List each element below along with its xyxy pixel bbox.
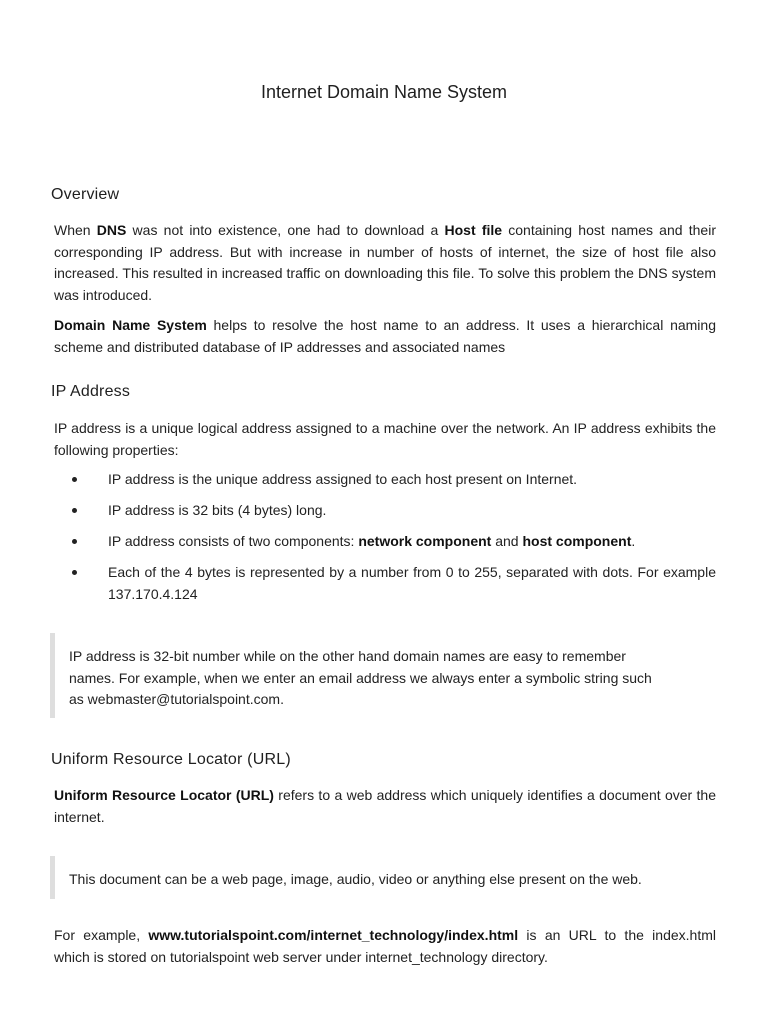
note-line: This document can be a web page, image, audio, video or anything else present on the web. [69,871,642,887]
text-run: was not into existence, one had to download a [126,222,445,238]
bold-term-dns: DNS [96,222,127,238]
list-item-text [108,531,716,553]
text-run: refers to a web address which uniquely identifies a document over the internet. [54,787,717,825]
bullet-icon [72,477,77,482]
overview-paragraph-1 [54,220,716,306]
document-title: Internet Domain Name System [260,82,508,102]
text-run: helps to resolve the host name to an address. It uses a hierarchical naming scheme and distributed database of IP addresses and associated names [54,317,716,355]
text-run: and [491,533,523,549]
bold-term-host-component: host component [522,533,632,549]
url-paragraph [54,785,716,828]
section-heading-ip-address: IP Address [51,383,131,400]
bold-term-domain-name-system: Domain Name System [54,317,207,333]
bold-term-url: Uniform Resource Locator (URL) [54,787,274,803]
text-run: . [631,533,636,549]
bold-term-host-file: Host file [444,222,503,238]
note-block-url [50,856,721,899]
list-item-text: IP address is the unique address assigned to each host present on Internet. [108,471,578,487]
list-item-text: IP address is 32 bits (4 bytes) long. [108,502,327,518]
text-run: IP address consists of two components: [108,533,359,549]
example-url-link: www.tutorialspoint.com/internet_technology/index.html [148,927,519,943]
bullet-icon [72,539,77,544]
section-heading-overview: Overview [51,186,120,203]
bold-term-network-component: network component [358,533,492,549]
list-item-text: Each of the 4 bytes is represented by a number from 0 to 255, separated with dots. For example 137.170.4.124 [108,564,716,602]
bullet-icon [72,570,77,575]
text-run: is an URL to the index.html which is stored on tutorialspoint web server under internet_technology directory. [54,927,716,965]
bullet-icon [72,508,77,513]
ip-intro-paragraph: IP address is a unique logical address assigned to a machine over the network. An IP address exhibits the following properties: [54,420,716,458]
note-line: IP address is 32-bit number while on the other hand domain names are easy to remember [69,648,626,664]
note-line: names. For example, when we enter an email address we always enter a symbolic string such [69,669,652,686]
note-line: as webmaster@tutorialspoint.com. [69,691,284,707]
text-run: When [54,222,97,238]
url-example-paragraph [54,925,716,968]
overview-paragraph-2 [54,315,716,358]
section-heading-url: Uniform Resource Locator (URL) [51,751,291,768]
text-run: For example, [54,927,149,943]
text-run: containing host names and their corresponding IP address. But with increase in number of hosts of internet, the size of host file also increased. This resulted in increased traffic on downloading this file. To solve this problem the DNS system was introduced. [54,222,716,303]
note-block-ip [50,633,721,718]
